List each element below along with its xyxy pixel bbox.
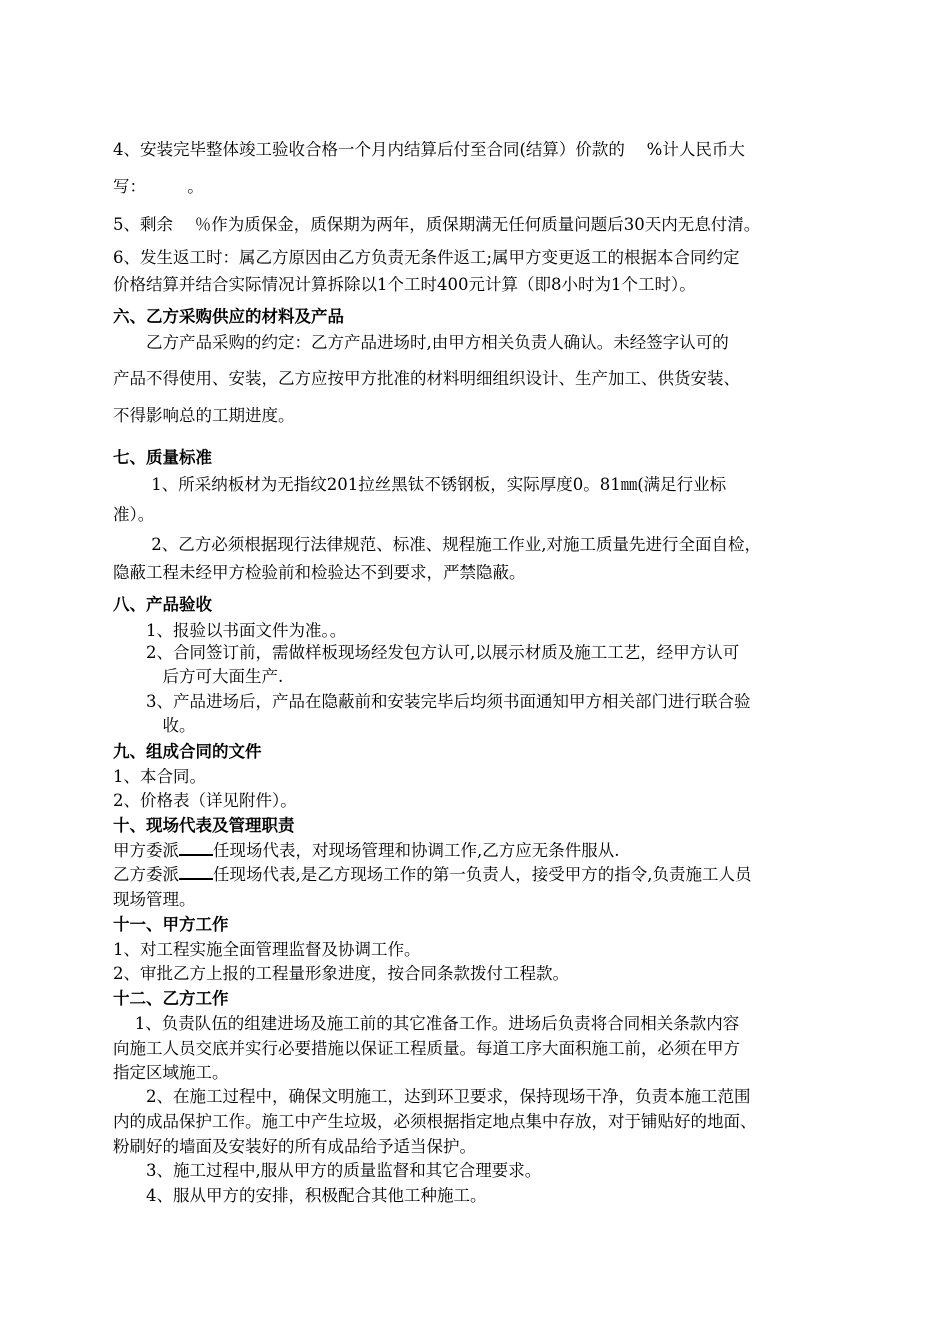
s11-line: 1、对工程实施全面管理监督及协调工作。 bbox=[113, 940, 421, 959]
blank-underline bbox=[179, 840, 213, 856]
payment-item-4-cont: 写： 。 bbox=[113, 177, 204, 196]
section-9-heading: 九、组成合同的文件 bbox=[113, 742, 262, 761]
section-11-heading: 十一、甲方工作 bbox=[113, 915, 229, 934]
blank-underline bbox=[179, 864, 213, 880]
s8-line: 收。 bbox=[113, 716, 196, 735]
s7-line: 2、乙方必须根据现行法律规范、标准、规程施工作业,对施工质量先进行全面自检， bbox=[113, 535, 761, 554]
s12-line: 指定区域施工。 bbox=[113, 1063, 229, 1082]
s12-line: 1、负责队伍的组建进场及施工前的其它准备工作。进场后负责将合同相关条款内容 bbox=[113, 1014, 740, 1033]
s8-line: 3、产品进场后，产品在隐蔽前和安装完毕后均须书面通知甲方相关部门进行联合验 bbox=[113, 692, 751, 711]
s12-line: 4、服从甲方的安排，积极配合其他工种施工。 bbox=[113, 1186, 487, 1205]
s10-line-3: 现场管理。 bbox=[113, 890, 196, 909]
payment-item-6-cont: 价格结算并结合实际情况计算拆除以1个工时400元计算（即8小时为1个工时）。 bbox=[113, 275, 696, 294]
s6-line: 乙方产品采购的约定：乙方产品进场时,由甲方相关负责人确认。未经签字认可的 bbox=[113, 333, 729, 352]
s12-line: 2、在施工过程中，确保文明施工，达到环卫要求，保持现场干净，负责本施工范围 bbox=[113, 1087, 751, 1106]
payment-item-5: 5、剩余 ％作为质保金，质保期为两年，质保期满无任何质量问题后30天内无息付清。 bbox=[113, 215, 761, 234]
s12-line: 粉刷好的墙面及安装好的所有成品给予适当保护。 bbox=[113, 1137, 476, 1156]
s10-line-2: 乙方委派 任现场代表,是乙方现场工作的第一负责人，接受甲方的指令,负责施工人员 bbox=[113, 865, 752, 884]
section-12-heading: 十二、乙方工作 bbox=[113, 989, 229, 1008]
section-7-heading: 七、质量标准 bbox=[113, 448, 212, 467]
payment-item-4: 4、安装完毕整体竣工验收合格一个月内结算后付至合同(结算）价款的 %计人民币大 bbox=[113, 140, 745, 159]
s12-line: 3、施工过程中,服从甲方的质量监督和其它合理要求。 bbox=[113, 1161, 542, 1180]
s7-line: 准）。 bbox=[113, 505, 155, 524]
s9-line: 1、本合同。 bbox=[113, 767, 206, 786]
s8-line: 后方可大面生产. bbox=[113, 667, 284, 686]
s11-line: 2、审批乙方上报的工程量形象进度，按合同条款拨付工程款。 bbox=[113, 964, 569, 983]
s9-line: 2、价格表（详见附件）。 bbox=[113, 791, 297, 810]
section-8-heading: 八、产品验收 bbox=[113, 595, 212, 614]
s8-line: 1、报验以书面文件为准。。 bbox=[113, 621, 347, 640]
s12-line: 内的成品保护工作。施工中产生垃圾，必须根据指定地点集中存放，对于铺贴好的地面、 bbox=[113, 1112, 757, 1131]
section-10-heading: 十、现场代表及管理职责 bbox=[113, 816, 295, 835]
s7-line: 隐蔽工程未经甲方检验前和检验达不到要求，严禁隐蔽。 bbox=[113, 563, 526, 582]
payment-item-6: 6、发生返工时：属乙方原因由乙方负责无条件返工;属甲方变更返工的根据本合同约定 bbox=[113, 248, 740, 267]
s6-line: 不得影响总的工期进度。 bbox=[113, 406, 295, 425]
s7-line: 1、所采纳板材为无指纹201拉丝黑钛不锈钢板，实际厚度0。81㎜(满足行业标 bbox=[113, 475, 727, 494]
s10-line-1: 甲方委派 任现场代表，对现场管理和协调工作,乙方应无条件服从. bbox=[113, 841, 620, 860]
s6-line: 产品不得使用、安装，乙方应按甲方批准的材料明细组织设计、生产加工、供货安装、 bbox=[113, 369, 740, 388]
s8-line: 2、合同签订前，需做样板现场经发包方认可,以展示材质及施工工艺，经甲方认可 bbox=[113, 643, 740, 662]
s12-line: 向施工人员交底并实行必要措施以保证工程质量。每道工序大面积施工前，必须在甲方 bbox=[113, 1039, 740, 1058]
section-6-heading: 六、乙方采购供应的材料及产品 bbox=[113, 307, 344, 326]
